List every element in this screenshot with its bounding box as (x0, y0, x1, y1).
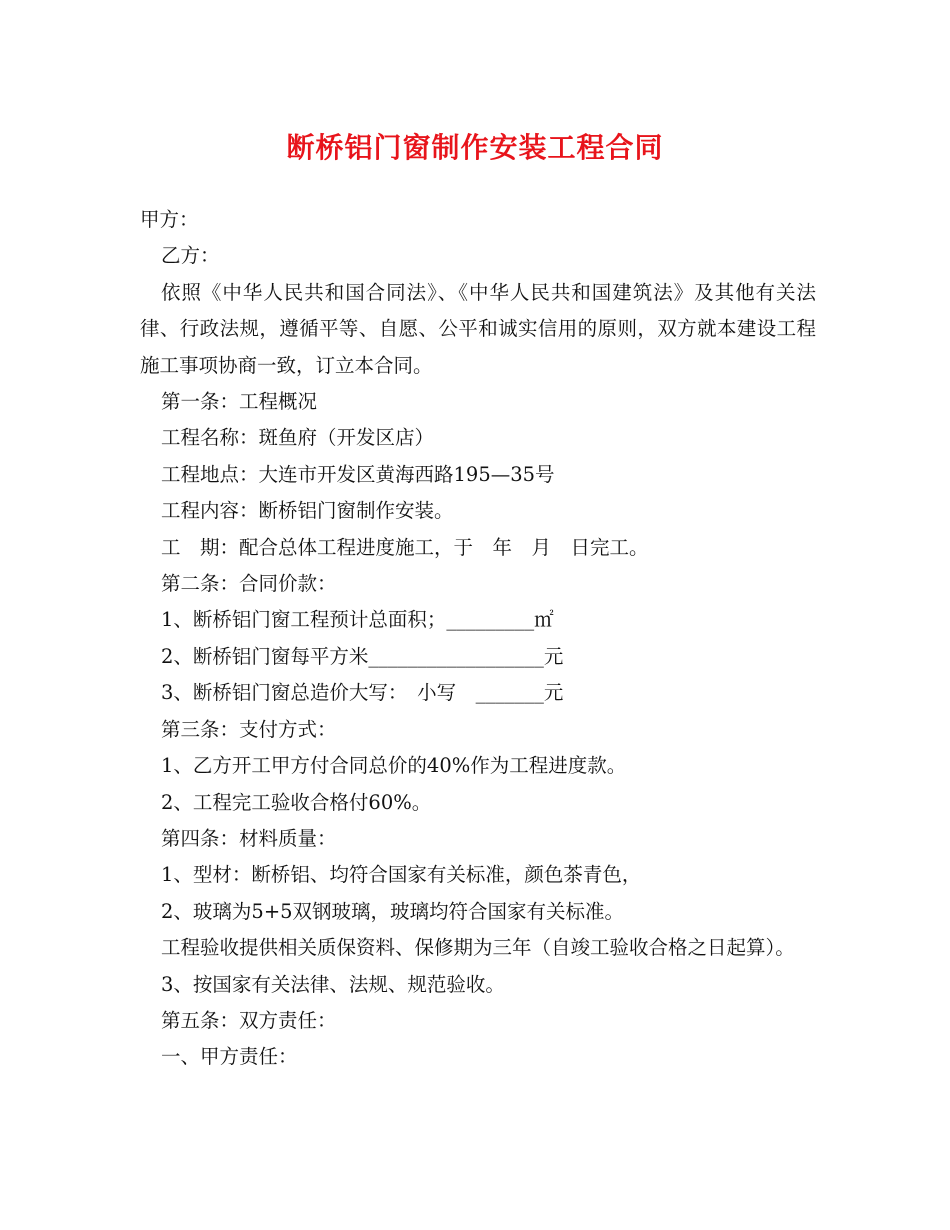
project-name-line: 工程名称：斑鱼府（开发区店） (161, 426, 435, 450)
warranty-paragraph: 工程验收提供相关质保资料、保修期为三年（自竣工验收合格之日起算）。 (161, 936, 795, 960)
article-1-heading: 第一条：工程概况 (161, 390, 318, 414)
project-period-line: 工 期：配合总体工程进度施工，于 年 月 日完工。 (161, 535, 649, 559)
project-location-line: 工程地点：大连市开发区黄海西路195—35号 (161, 462, 555, 486)
article-5-heading: 第五条：双方责任： (161, 1008, 337, 1032)
material-item-1: 1、型材：断桥铝、均符合国家有关标准，颜色茶青色， (161, 863, 642, 887)
article-4-heading: 第四条：材料质量： (161, 826, 337, 850)
party-a-duties-heading: 一、甲方责任： (161, 1045, 298, 1069)
party-b-line: 乙方： (161, 244, 220, 268)
document-title: 断桥铝门窗制作安装工程合同 (286, 131, 664, 164)
party-a-line: 甲方： (140, 208, 199, 231)
payment-item-1: 1、乙方开工甲方付合同总价的40%作为工程进度款。 (161, 754, 627, 778)
article-3-heading: 第三条：支付方式： (161, 717, 337, 741)
material-item-2: 2、玻璃为5+5双钢玻璃，玻璃均符合国家有关标准。 (161, 899, 625, 923)
document-body (140, 202, 816, 1076)
price-item-3: 3、断桥铝门窗总造价大写： 小写 _______元 (161, 681, 564, 705)
price-item-2: 2、断桥铝门窗每平方米__________________元 (161, 644, 564, 668)
price-item-1: 1、断桥铝门窗工程预计总面积；_________㎡ (161, 608, 554, 632)
material-item-3: 3、按国家有关法律、法规、规范验收。 (161, 972, 505, 996)
payment-item-2: 2、工程完工验收合格付60%。 (161, 790, 432, 814)
preamble-paragraph: 依照《中华人民共和国合同法》、《中华人民共和国建筑法》及其他有关法律、行政法规，遵循平等、自愿、公平和诚实信用的原则，双方就本建设工程施工事项协商一致，订立本合同。 (140, 280, 816, 377)
project-content-line: 工程内容：断桥铝门窗制作安装。 (161, 499, 454, 523)
article-2-heading: 第二条：合同价款： (161, 572, 337, 596)
